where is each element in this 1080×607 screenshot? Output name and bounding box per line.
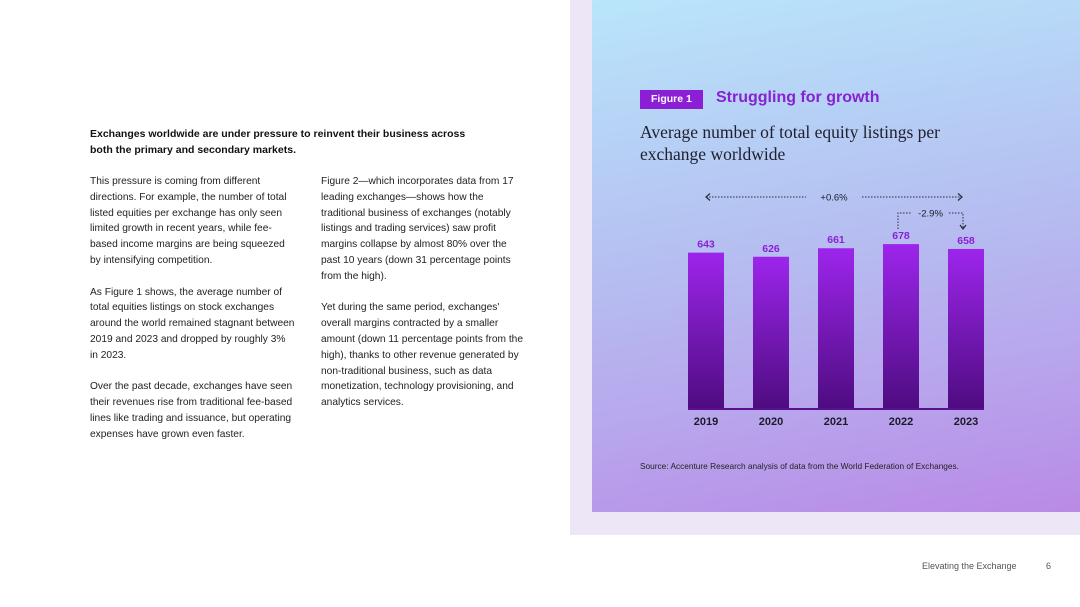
- data-label-2019: 643: [697, 238, 715, 251]
- bar-2021: [818, 248, 854, 409]
- data-label-2022: 678: [892, 230, 910, 243]
- footer-page-number: 6: [1046, 561, 1052, 571]
- figure-heading: Struggling for growth: [716, 89, 880, 106]
- x-tick-2023: 2023: [953, 416, 979, 428]
- decline-annotation-label: -2.9%: [918, 208, 943, 220]
- data-label-2020: 626: [762, 242, 780, 255]
- left-paragraph-3: Over the past decade, exchanges have seen their revenues rise from traditional fee-based lines like trading and issuance, but operating expenses have grown even faster.: [90, 381, 293, 440]
- bar-2022: [883, 244, 919, 409]
- left-paragraph-1: This pressure is coming from different directions. For example, the number of total listed equities per exchange has only seen limited growth in recent years, while fee-based income margins are being squeezed by intensifying competition.: [90, 176, 287, 266]
- decline-bracket-left: [898, 213, 912, 229]
- chart-title: Average number of total equity listings per exchange worldwide: [640, 122, 941, 164]
- right-paragraph-1: Figure 2—which incorporates data from 17 leading exchanges—shows how the traditional business of exchanges (notably listings and trading services) saw profit margins collapse by almost 80% over the past 10 years (down 31 percentage points from the high).: [321, 176, 514, 282]
- x-tick-2022: 2022: [888, 416, 914, 428]
- intro-paragraph: Exchanges worldwide are under pressure to reinvent their business across both the primary and secondary markets.: [90, 128, 466, 156]
- x-tick-2020: 2020: [758, 416, 784, 428]
- data-label-2021: 661: [827, 234, 845, 247]
- chart-source: Source: Accenture Research analysis of data from the World Federation of Exchanges.: [640, 461, 959, 471]
- growth-annotation-label: +0.6%: [820, 192, 848, 204]
- bar-2019: [688, 253, 724, 409]
- bar-2020: [753, 257, 789, 409]
- right-paragraph-2: Yet during the same period, exchanges' overall margins contracted by a smaller amount (down 11 percentage points from the high), thanks to other revenue generated by non-traditional business, such as data monetization, technology provisioning, and analytics services.: [321, 302, 523, 409]
- right-column: [321, 174, 526, 427]
- figure-badge: Figure 1: [640, 90, 703, 109]
- left-paragraph-2: As Figure 1 shows, the average number of total equities listings on stock exchanges around the world remained stagnant between 2019 and 2023 and dropped by roughly 3% in 2023.: [90, 286, 295, 361]
- x-tick-2021: 2021: [823, 416, 849, 428]
- footer-doc-title: Elevating the Exchange: [922, 561, 1017, 571]
- left-column: [90, 174, 295, 458]
- bar-2023: [948, 249, 984, 409]
- x-tick-2019: 2019: [693, 416, 719, 428]
- bar-chart: [680, 180, 1000, 440]
- data-label-2023: 658: [957, 234, 975, 247]
